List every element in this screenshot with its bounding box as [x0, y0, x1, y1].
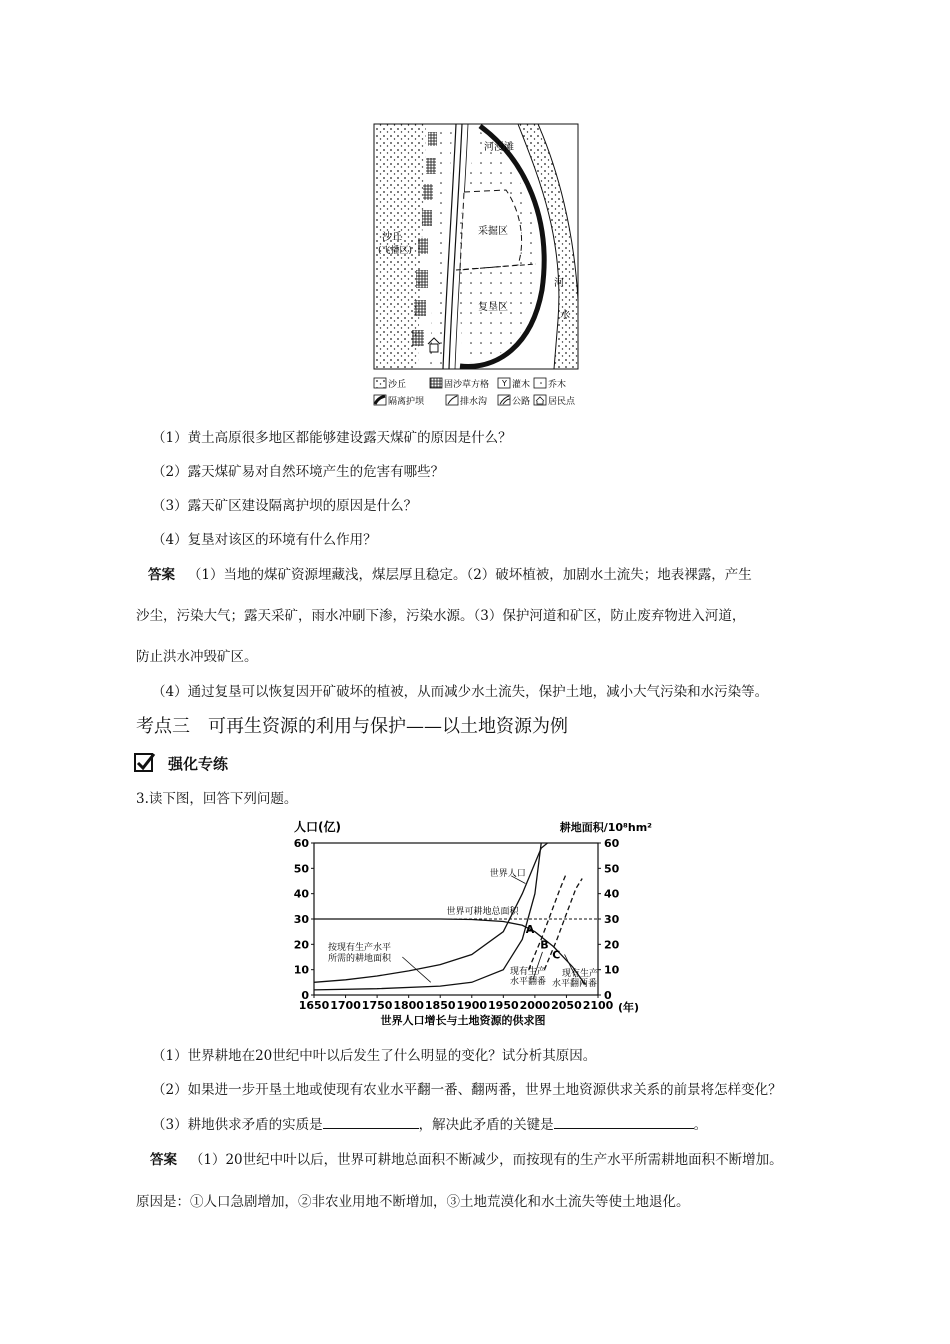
y-tick-label-right: 40	[604, 887, 620, 901]
answer-blank[interactable]	[554, 1115, 694, 1129]
answer-line: 原因是：①人口急剧增加，②非农业用地不断增加，③土地荒漠化和水土流失等使土地退化。	[136, 1194, 690, 1210]
question-item: （3）露天矿区建设隔离护坝的原因是什么？	[152, 498, 418, 514]
svg-text:隔离护坝: 隔离护坝	[388, 397, 425, 407]
quad-annotation-1: 现有生产	[562, 969, 599, 979]
need-annotation-1: 按现有生产水平	[328, 943, 392, 953]
x-tick-label: 1950	[488, 999, 519, 1012]
svg-text:沙丘: 沙丘	[388, 380, 407, 390]
x-tick-label: 2100	[582, 999, 614, 1012]
y-tick-label-left: 0	[301, 989, 309, 1002]
answer-line: 防止洪水冲毁矿区。	[136, 649, 258, 665]
y-tick-label-right: 30	[604, 913, 620, 926]
answer-blank[interactable]	[323, 1115, 419, 1129]
svg-text:乔木: 乔木	[548, 380, 567, 390]
y-tick-label-left: 30	[293, 913, 309, 926]
need-annotation-2: 所需的耕地面积	[328, 954, 392, 964]
y-tick-label-right: 10	[604, 963, 620, 977]
series-double-production	[529, 873, 567, 969]
answer-label: 答案	[148, 567, 175, 583]
x-tick-label: 1800	[393, 999, 424, 1012]
population-land-chart	[288, 815, 658, 1030]
checkbox-icon	[134, 752, 156, 772]
question-item: （2）露天煤矿易对自然环境产生的危害有哪些？	[152, 464, 445, 480]
y-tick-label-right: 20	[604, 938, 620, 952]
dune-sub-label: (飞播区)	[378, 246, 413, 256]
answer-line: 沙尘，污染大气；露天采矿，雨水冲刷下渗，污染水源。（3）保护河道和矿区，防止废弃物进入河道，	[136, 608, 746, 624]
chart-title: 世界人口增长与土地资源的供求图	[380, 1014, 546, 1027]
question-item: （3）耕地供求矛盾的实质是 ，解决此矛盾的关键是 。	[152, 1117, 708, 1133]
y-tick-label-right: 0	[604, 989, 612, 1002]
series-label-arable: 世界可耕地总面积	[446, 906, 519, 917]
mining-area-label: 采掘区	[478, 226, 508, 237]
reclaim-area-label: 复垦区	[478, 302, 508, 313]
svg-text:居民点: 居民点	[548, 397, 576, 407]
point-label-c: C	[552, 948, 561, 962]
floodplain-label: 河漫滩	[484, 142, 514, 153]
y-tick-label-left: 50	[293, 862, 309, 876]
x-tick-label: 1700	[330, 999, 361, 1012]
y-axis-right-label: 耕地面积/10⁸hm²	[559, 821, 652, 834]
quad-annotation-2: 水平翻两番	[552, 979, 598, 989]
y-tick-label-left: 60	[293, 837, 309, 850]
question-item: （2）如果进一步开垦土地或使现有农业水平翻一番、翻两番，世界土地资源供求关系的前景将怎样变化？	[152, 1082, 782, 1098]
y-tick-label-left: 20	[293, 938, 309, 952]
answer-line: 答案 （1）当地的煤矿资源埋藏浅，煤层厚且稳定。（2）破坏植被，加剧水土流失；地表裸露，产生	[148, 567, 752, 583]
question-item: （4）复垦对该区的环境有什么作用？	[152, 532, 377, 548]
need-leader	[402, 957, 430, 982]
x-tick-label: 2050	[551, 999, 582, 1012]
river-label-1: 河	[554, 278, 564, 289]
question-item: （1）世界耕地在20世纪中叶以后发生了什么明显的变化？试分析其原因。	[152, 1048, 597, 1064]
svg-text:灌木: 灌木	[512, 380, 531, 390]
series-label-population: 世界人口	[489, 868, 526, 879]
river-label-2: 水	[560, 310, 570, 321]
x-axis-unit: (年)	[618, 1001, 640, 1014]
y-tick-label-left: 40	[293, 887, 309, 901]
double-annotation-1: 现有生产	[510, 967, 547, 977]
sand-grid-legend-icon	[430, 378, 442, 388]
y-tick-label-left: 10	[293, 963, 309, 977]
x-tick-label: 2000	[519, 999, 551, 1012]
point-label-b: B	[540, 938, 549, 952]
point-label-a: A	[525, 923, 535, 937]
x-tick-label: 1850	[424, 999, 456, 1012]
x-tick-label: 1900	[456, 999, 488, 1012]
y-tick-label-right: 60	[604, 837, 620, 850]
question-item: （1）黄土高原很多地区都能够建设露天煤矿的原因是什么？	[152, 430, 512, 446]
double-annotation-2: 水平翻番	[510, 977, 547, 987]
svg-text:公路: 公路	[512, 397, 531, 407]
answer-label: 答案	[150, 1152, 177, 1168]
series-quadruple-production	[544, 879, 582, 970]
map-legend	[374, 378, 576, 407]
svg-text:固沙草方格: 固沙草方格	[444, 380, 490, 390]
svg-text:Y: Y	[502, 379, 507, 388]
answer-line: （4）通过复垦可以恢复因开矿破坏的植被，从而减少水土流失，保护土地，减小大气污染和水污染等。	[152, 684, 769, 700]
x-tick-label: 1750	[361, 999, 393, 1012]
tree-legend-icon	[534, 378, 546, 388]
y-tick-label-right: 50	[604, 862, 620, 876]
svg-text:排水沟: 排水沟	[460, 397, 488, 407]
drill-title: 强化专练	[168, 755, 229, 773]
mining-area-map	[368, 120, 593, 412]
y-axis-left-label: 人口(亿)	[294, 820, 341, 834]
question-intro: 3.读下图，回答下列问题。	[136, 791, 298, 807]
x-tick-label: 1650	[298, 999, 330, 1012]
answer-line: 答案 （1）20世纪中叶以后，世界可耕地总面积不断减少，而按现有的生产水平所需耕地面积不断增加。	[150, 1152, 783, 1168]
dune-label: 沙丘	[382, 232, 402, 243]
dune-legend-icon	[374, 378, 386, 388]
section-title: 考点三 可再生资源的利用与保护——以土地资源为例	[136, 716, 568, 737]
